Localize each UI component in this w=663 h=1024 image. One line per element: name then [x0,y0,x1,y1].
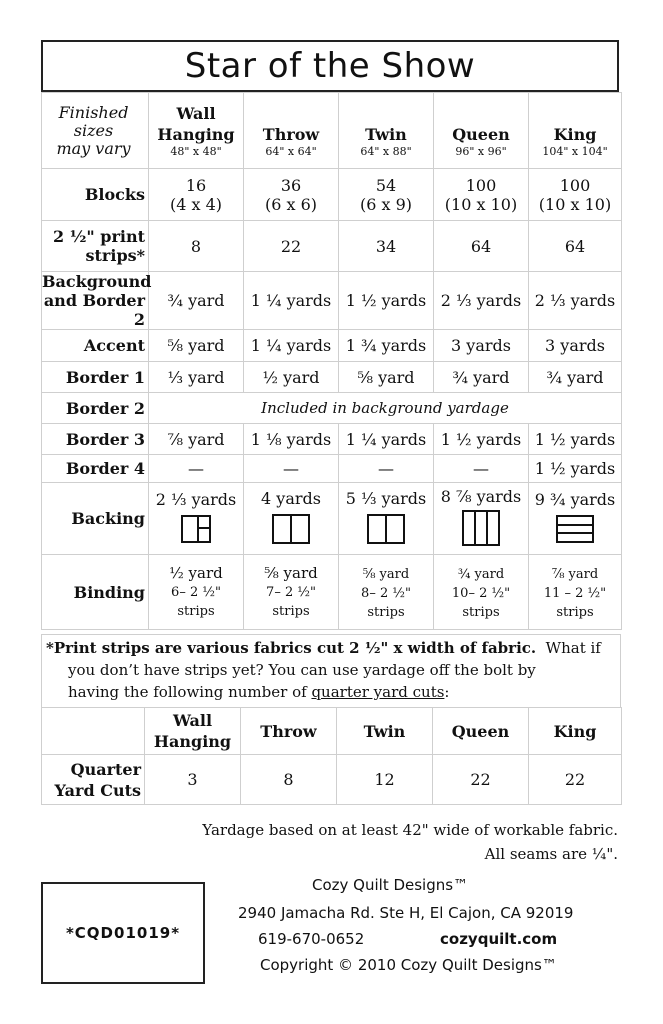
cell: 5 ⅓ yards [339,483,434,555]
cell: ¾ yard [529,362,622,393]
empty-cell [42,708,145,755]
binding-row [42,555,622,630]
cell: 34 [339,221,434,272]
cell: 1 ½ yards [529,455,622,483]
backing-row [42,483,622,555]
cell: ⅝ yard 7– 2 ½" strips [244,555,339,630]
row-label: Accent [42,330,149,362]
cell: — [339,455,434,483]
row-label: Border 1 [42,362,149,393]
qt-header: Throw [241,708,337,755]
quarter-yard-table [41,707,622,805]
cell: 22 [433,755,529,805]
cell: 100 (10 x 10) [434,169,529,221]
cell: 1 ¾ yards [339,330,434,362]
accent-row [42,330,622,362]
cell: 1 ½ yards [529,424,622,455]
cell: 12 [337,755,433,805]
cell: 3 [145,755,241,805]
row-label: Border 2 [42,393,149,424]
cell: 64 [529,221,622,272]
cell: 2 ⅓ yards [434,272,529,330]
cell: 64 [434,221,529,272]
backing-diagram-icon [181,515,211,543]
cell: ¾ yard 10– 2 ½" strips [434,555,529,630]
pattern-title: Star of the Show [184,46,476,86]
row-label: Backing [42,483,149,555]
seams-note: All seams are ¼". [484,845,618,863]
cell: 9 ¾ yards [529,483,622,555]
title-box [41,40,619,92]
cell: 8 ⅞ yards [434,483,529,555]
backing-diagram-icon [367,514,405,544]
cell: 22 [529,755,622,805]
row-label: Quarter Yard Cuts [42,755,145,805]
quarter-header-row [42,708,622,755]
background-row [42,272,622,330]
cell: 8 [241,755,337,805]
cell: ⅞ yard 11 – 2 ½" strips [529,555,622,630]
cell: ⅝ yard 8– 2 ½" strips [339,555,434,630]
cell: ⅓ yard [149,362,244,393]
cell: 100 (10 x 10) [529,169,622,221]
border3-row [42,424,622,455]
size-throw: Throw 64" x 64" [244,93,339,169]
company-address: 2940 Jamacha Rd. Ste H, El Cajon, CA 92019 [238,904,574,922]
finished-sizes-note: Finished sizes may vary [42,93,149,169]
qt-header: Twin [337,708,433,755]
cell: 36 (6 x 6) [244,169,339,221]
cell: 22 [244,221,339,272]
print-strips-row [42,221,622,272]
border2-row [42,393,622,424]
cell: 1 ½ yards [339,272,434,330]
row-label: Binding [42,555,149,630]
row-label: Background and Border 2 [42,272,152,329]
cell: 4 yards [244,483,339,555]
qt-header: King [529,708,622,755]
cell: ¾ yard [434,362,529,393]
qt-header: Queen [433,708,529,755]
cell: ⅝ yard [149,330,244,362]
company-phone: 619-670-0652 [258,930,365,948]
company-name: Cozy Quilt Designs™ [312,876,469,894]
cell: 3 yards [529,330,622,362]
size-wall-hanging: Wall Hanging 48" x 48" [149,93,244,169]
backing-diagram-icon [272,514,310,544]
yardage-note: Yardage based on at least 42" wide of workable fabric. [202,821,618,839]
cell: 16 (4 x 4) [149,169,244,221]
cell: 1 ¼ yards [244,272,339,330]
cell: — [244,455,339,483]
company-website[interactable]: cozyquilt.com [440,930,558,948]
cell: ⅞ yard [149,424,244,455]
cell: ½ yard 6– 2 ½" strips [149,555,244,630]
cell: 8 [149,221,244,272]
qt-header: Wall Hanging [145,708,241,755]
cell: 1 ¼ yards [244,330,339,362]
quarter-values-row [42,755,622,805]
cell: 2 ⅓ yards [149,483,244,555]
size-king: King 104" x 104" [529,93,622,169]
print-strips-note: *Print strips are various fabrics cut 2 ½" x width of fabric. What if you don’t have strips yet? You can use yardage off the bolt by having the following number of quarter yard cuts: [41,634,621,707]
cell: 1 ⅛ yards [244,424,339,455]
copyright: Copyright © 2010 Cozy Quilt Designs™ [260,956,557,974]
border2-note: Included in background yardage [149,393,622,424]
border1-row [42,362,622,393]
cell: 1 ½ yards [434,424,529,455]
backing-diagram-icon [462,510,500,546]
cell: 54 (6 x 9) [339,169,434,221]
cell: ½ yard [244,362,339,393]
border4-row [42,455,622,483]
row-label: Blocks [42,169,149,221]
blocks-row [42,169,622,221]
cell: — [149,455,244,483]
header-row [42,93,622,169]
cell: ¾ yard [149,272,244,330]
cell: 2 ⅓ yards [529,272,622,330]
row-label: Border 4 [42,455,149,483]
yardage-table [41,92,622,630]
size-queen: Queen 96" x 96" [434,93,529,169]
row-label: 2 ½" print strips* [42,221,149,272]
sku-label: *CQD01019* [41,882,205,984]
cell: 3 yards [434,330,529,362]
cell: 1 ¼ yards [339,424,434,455]
cell: ⅝ yard [339,362,434,393]
row-label: Border 3 [42,424,149,455]
cell: — [434,455,529,483]
size-twin: Twin 64" x 88" [339,93,434,169]
backing-diagram-icon [556,515,594,543]
